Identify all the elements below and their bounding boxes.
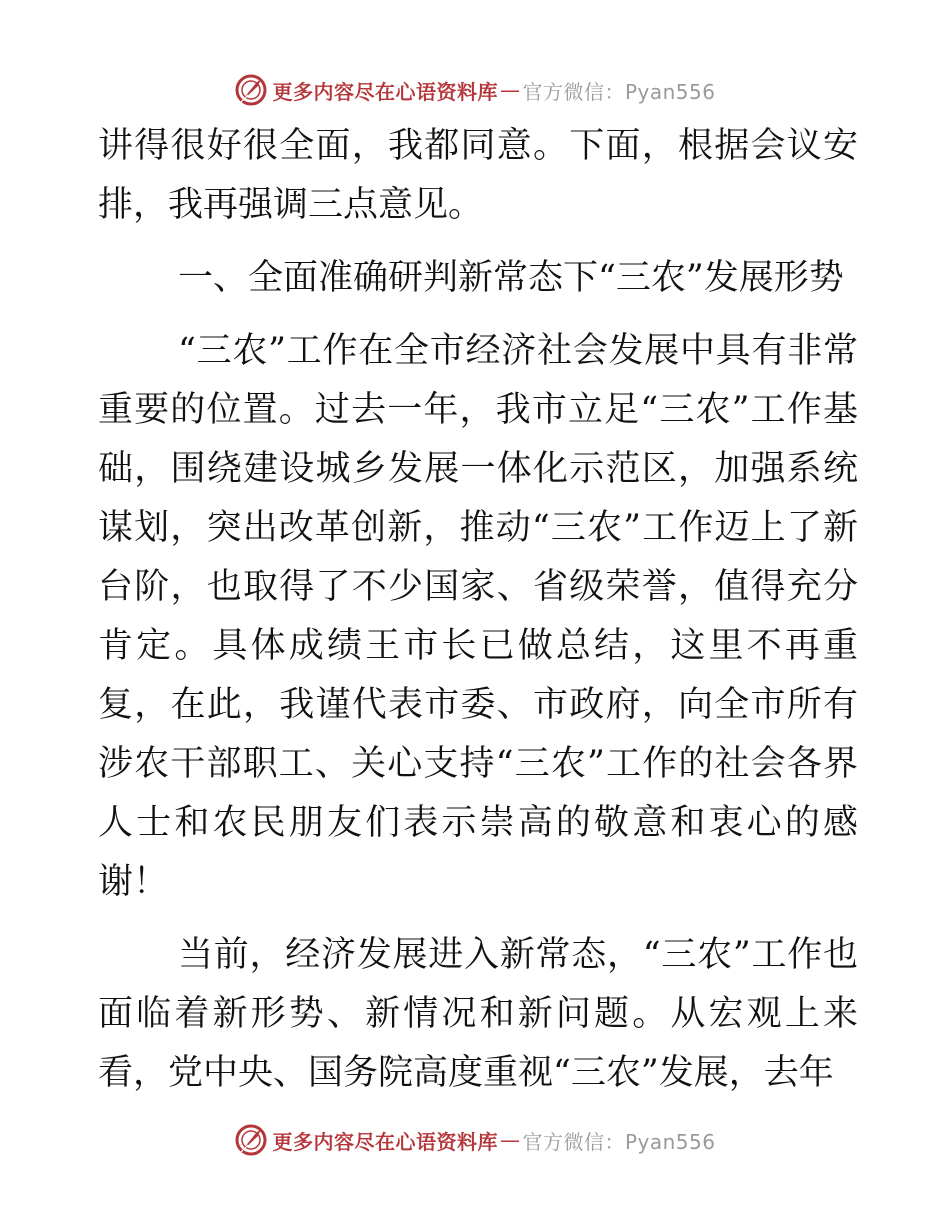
quill-logo-icon	[234, 73, 268, 107]
footer-watermark-banner	[0, 1120, 950, 1160]
body-text	[98, 117, 858, 1103]
footer-wechat-text: 官方微信：Pyan556	[522, 1129, 716, 1154]
section-heading-1: 一、全面准确研判新常态下“三农”发展形势	[178, 258, 844, 298]
header-site-text: 更多内容尽在心语资料库	[272, 79, 498, 104]
footer-site-text: 更多内容尽在心语资料库	[272, 1129, 498, 1154]
header-watermark-banner	[0, 70, 950, 110]
quill-logo-icon	[234, 1123, 268, 1157]
header-separator: —	[499, 78, 521, 102]
paragraph-opening: 讲得很好很全面，我都同意。下面，根据会议安排，我再强调三点意见。	[98, 126, 858, 225]
paragraph-achievements: “三农”工作在全市经济社会发展中具有非常重要的位置。过去一年，我市立足“三农”工作基础，围绕建设城乡发展一体化示范区，加强系统谋划，突出改革创新，推动“三农”工作迈上了新台阶，也取得了不少国家、省级荣誉，值得充分肯定。具体成绩王市长已做总结，这里不再重复，在此，我谨代表市委、市政府，向全市所有涉农干部职工、关心支持“三农”工作的社会各界人士和农民朋友们表示崇高的敬意和衷心的感谢！	[98, 331, 858, 902]
footer-separator: —	[499, 1128, 521, 1152]
header-wechat-text: 官方微信：Pyan556	[522, 79, 716, 104]
paragraph-situation: 当前，经济发展进入新常态，“三农”工作也面临着新形势、新情况和新问题。从宏观上来看，党中央、国务院高度重视“三农”发展，去年	[98, 935, 858, 1093]
